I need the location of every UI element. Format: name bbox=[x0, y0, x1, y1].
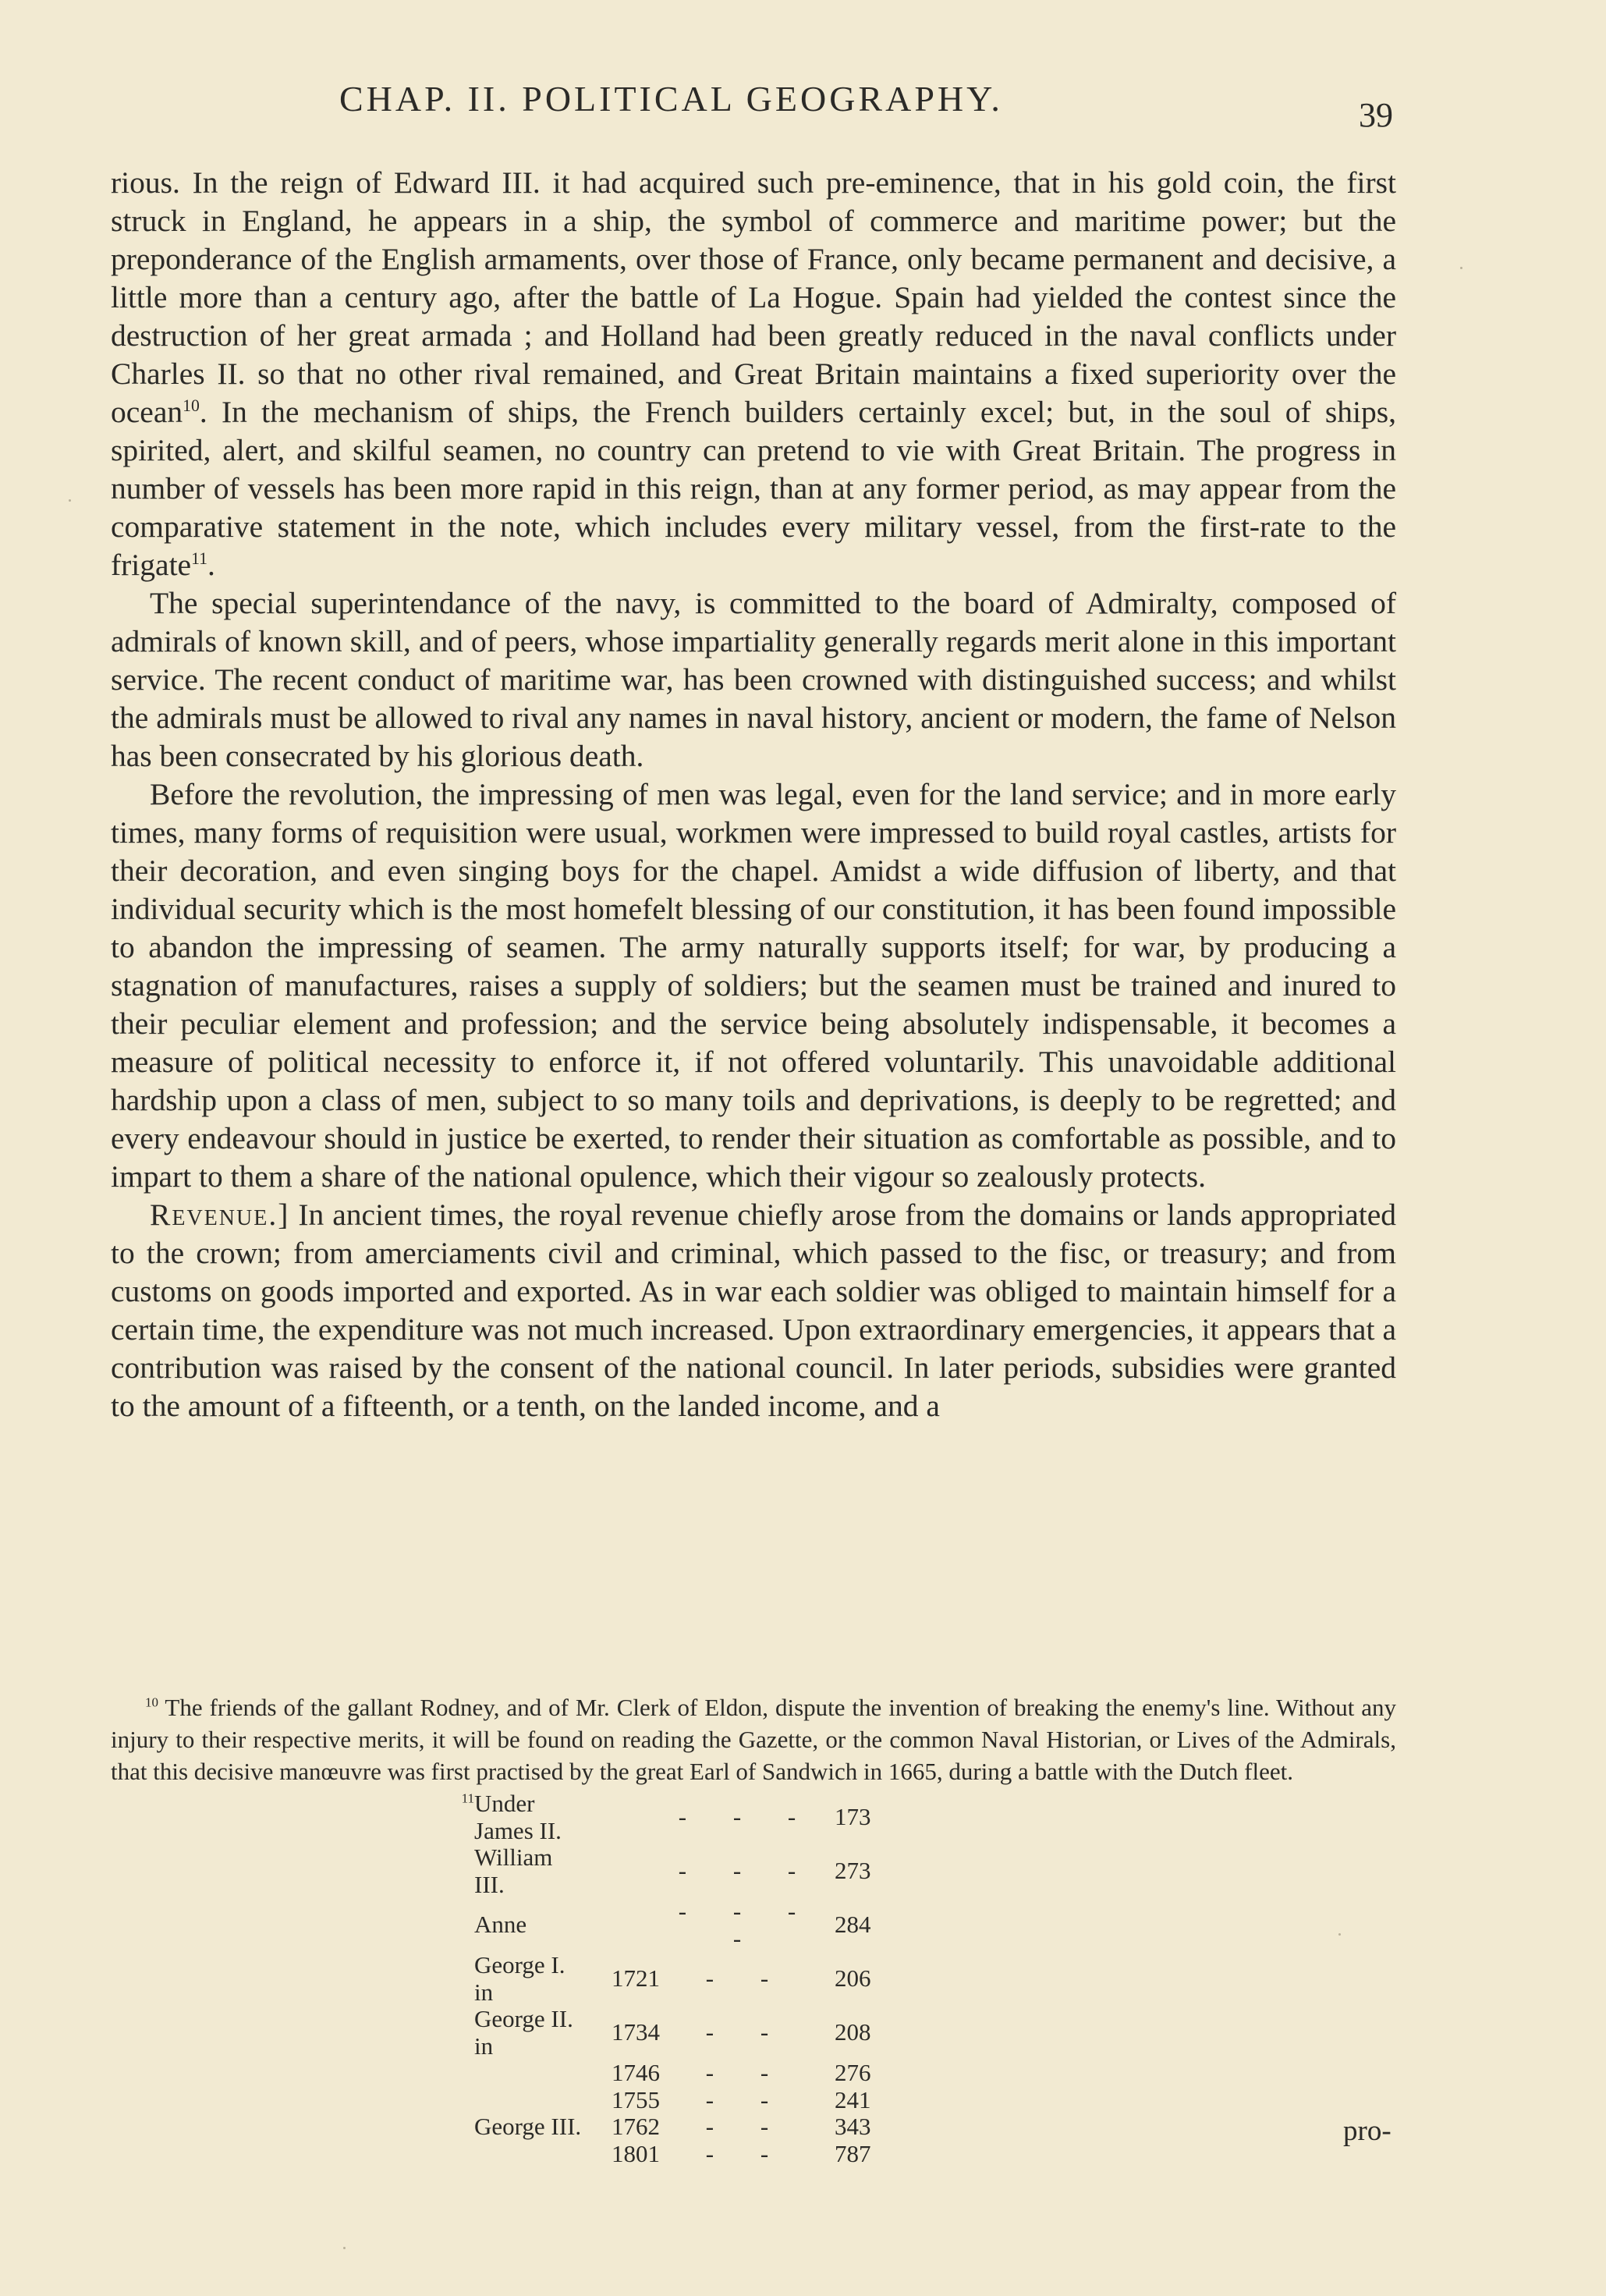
paragraph-text: rious. In the reign of Edward III. it had acquired such pre-eminence, that in his gold coin, the first struck in England, he appears in a ship, the symbol of commerce and maritime power; but the preponderance of the English armaments, over those of France, only became permanent and decisive, a little more than a century ago, after the battle of La Hogue. Spain had yielded the contest since the destruction of her great armada ; and Holland had been greatly reduced in the naval conflicts under Charles II. so that no other rival remained, and Great Britain maintains a fixed superiority over the ocean bbox=[111, 165, 1396, 429]
page-number: 39 bbox=[1359, 96, 1393, 134]
reign-year: 1801 bbox=[612, 2139, 660, 2167]
vessel-count: 273 bbox=[835, 1857, 871, 1885]
reign-year bbox=[583, 1844, 660, 1898]
footnote-11-row bbox=[448, 1844, 897, 1898]
paragraph-admiralty: The special superintendance of the navy, is committed to the board of Admiralty, composed of admirals of known skill, and of peers, whose impartiality generally regards merit alone in this important service. The recent conduct of maritime war, has been crowned with distinguished success; and whilst the admirals must be allowed to rival any names in naval history, ancient or modern, the fame of Nelson has been consecrated by his glorious death. bbox=[111, 586, 1396, 773]
page-header bbox=[0, 78, 1606, 133]
footnote-marker bbox=[448, 2141, 474, 2168]
reign-year bbox=[583, 1790, 660, 1844]
vessel-count: 173 bbox=[835, 1803, 871, 1831]
footnote-11-row bbox=[448, 2060, 897, 2087]
paragraph-revenue bbox=[111, 1196, 1396, 1425]
paragraph-text: In ancient times, the royal revenue chiefly arose from the domains or lands appropriated to the crown; from amerciaments civil and criminal, which passed to the fisc, or treasury; and from customs on goods imported and exported. As in war each soldier was obliged to maintain himself for a certain time, the expenditure was not much increased. Upon extraordinary emergencies, it appears that a contribution was raised by the consent of the national council. In later periods, subsidies were granted to the amount of a fifteenth, or a tenth, on the landed income, and a bbox=[111, 1198, 1396, 1423]
footnote-ref-11: 11 bbox=[191, 548, 207, 568]
reign-year: 1762 bbox=[612, 2113, 660, 2140]
footnote-11-table bbox=[448, 1790, 897, 2167]
running-title: CHAP. II. POLITICAL GEOGRAPHY. bbox=[339, 79, 1003, 119]
reign-name: Anne bbox=[474, 1911, 527, 1939]
dot-leader: - - bbox=[705, 2018, 789, 2046]
footnote-11-row bbox=[448, 2113, 897, 2141]
footnote-11-row bbox=[448, 2087, 897, 2114]
reign-name bbox=[474, 2141, 583, 2168]
reign-name: George III. bbox=[474, 2113, 582, 2140]
footnote-11-row bbox=[448, 2141, 897, 2168]
reign-year: 1721 bbox=[612, 1964, 660, 1993]
footnote-marker bbox=[448, 2060, 474, 2087]
dot-leader: - - bbox=[705, 2139, 789, 2167]
dot-leader: - - bbox=[705, 2085, 789, 2113]
reign-name bbox=[474, 2087, 583, 2114]
paper-speck bbox=[343, 2247, 346, 2249]
dot-leader: - - - bbox=[678, 1857, 817, 1885]
dot-leader: - - bbox=[705, 1964, 789, 1993]
reign-name: Under James II. bbox=[474, 1790, 562, 1844]
footnote-marker bbox=[448, 1790, 474, 1844]
vessel-count: 343 bbox=[835, 2113, 871, 2140]
dot-leader: - - - bbox=[678, 1803, 817, 1831]
paragraph-impressment: Before the revolution, the impressing of men was legal, even for the land service; and in more early times, many forms of requisition were usual, workmen were impressed to build royal castles, artists for their decoration, and even singing boys for the chapel. Amidst a wide diffusion of liberty, and that individual security which is the most homefelt blessing of our constitution, it has been found impossible to abandon the impressing of seamen. The army naturally supports itself; for war, by producing a stagnation of manufactures, raises a supply of soldiers; but the seamen must be trained and inured to their peculiar element and profession; and the service being absolutely indispensable, it becomes a measure of political necessity to enforce it, if not offered voluntarily. This unavoidable additional hardship upon a class of men, subject to so many toils and deprivations, is deeply to be regretted; and every endeavour should in justice be exerted, to render their situation as comfortable as possible, and to impart to them a share of the national opulence, which their vigour so zealously protects. bbox=[111, 777, 1396, 1194]
dot-leader: - - bbox=[705, 2113, 789, 2140]
paragraph-text-end: . bbox=[207, 548, 215, 582]
reign-year: 1755 bbox=[612, 2085, 660, 2113]
section-heading-revenue: Revenue.] bbox=[150, 1198, 290, 1232]
footnote-marker bbox=[448, 2087, 474, 2114]
vessel-count: 787 bbox=[835, 2139, 871, 2167]
paper-speck bbox=[69, 499, 71, 502]
footnote-11-row bbox=[448, 2006, 897, 2060]
reign-name bbox=[474, 2060, 583, 2087]
reign-year: 1746 bbox=[612, 2059, 660, 2086]
vessel-count: 206 bbox=[835, 1964, 871, 1993]
footnote-marker: 10 bbox=[145, 1694, 159, 1710]
footnote-marker bbox=[448, 1952, 474, 2006]
reign-name: George I. in bbox=[474, 1951, 565, 2006]
footnote-10 bbox=[111, 1691, 1396, 1787]
reign-name: George II. in bbox=[474, 2005, 573, 2060]
footnote-text: The friends of the gallant Rodney, and of Mr. Clerk of Eldon, dispute the invention of breaking the enemy's line. Without any injury to their respective merits, it will be found on reading the Gazette, or the common Naval Historian, or Lives of the Admirals, that this decisive manœuvre was first practised by the great Earl of Sandwich in 1665, during a battle with the Dutch fleet. bbox=[111, 1694, 1396, 1785]
vessel-count: 208 bbox=[835, 2018, 871, 2046]
vessel-count: 284 bbox=[835, 1911, 871, 1939]
catchword: pro- bbox=[1343, 2115, 1392, 2147]
footnote-marker-11: 11 bbox=[461, 1790, 474, 1806]
main-text bbox=[111, 164, 1396, 1425]
reign-year: 1734 bbox=[612, 2018, 660, 2046]
dot-leader: - - bbox=[705, 2059, 789, 2086]
paper-speck bbox=[1338, 1933, 1341, 1936]
footnote-11-row bbox=[448, 1898, 897, 1952]
vessel-count: 241 bbox=[835, 2085, 871, 2113]
footnote-ref-10: 10 bbox=[183, 396, 200, 415]
paragraph-text-cont: . In the mechanism of ships, the French builders certainly excel; but, in the soul of ships, spirited, alert, and skilful seamen, no country can pretend to vie with Great Britain. The progress in number of vessels has been more rapid in this reign, than at any former period, as may appear from the comparative statement in the note, which includes every military vessel, from the first-rate to the frigate bbox=[111, 395, 1396, 582]
footnote-marker bbox=[448, 1898, 474, 1952]
footnote-marker bbox=[448, 1844, 474, 1898]
paper-speck bbox=[1460, 267, 1462, 269]
footnote-11-row bbox=[448, 1952, 897, 2006]
footnotes bbox=[111, 1691, 1396, 2167]
dot-leader: - - - - bbox=[678, 1897, 817, 1952]
footnote-marker bbox=[448, 2113, 474, 2141]
vessel-count: 276 bbox=[835, 2059, 871, 2086]
paragraph-navy-history bbox=[111, 164, 1396, 584]
reign-year bbox=[583, 1898, 660, 1952]
footnote-11-row bbox=[448, 1790, 897, 1844]
footnote-marker bbox=[448, 2006, 474, 2060]
reign-name: William III. bbox=[474, 1844, 553, 1898]
